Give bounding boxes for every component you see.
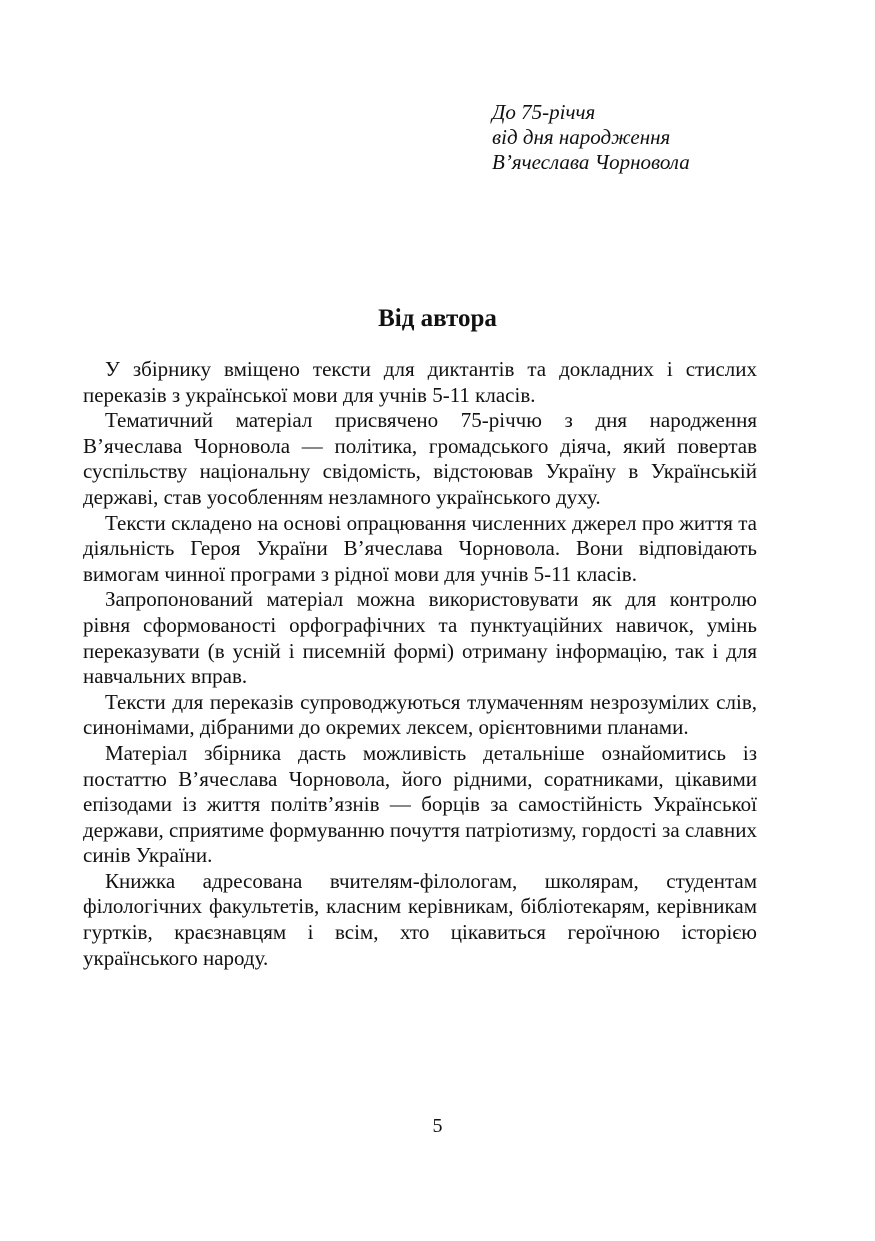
paragraph-7: Книжка адресована вчителям-філологам, школярам, студентам філологічних факультетів, класним керівникам, бібліотекарям, керівникам гуртків, краєзнавцям і всім, хто цікавиться героїчною історією українського народу.	[83, 868, 757, 970]
paragraph-3: Тексти складено на основі опрацювання численних джерел про життя та діяльність Героя України В’ячеслава Чорновола. Вони відповідають вимогам чинної програми з рідної мови для учнів 5-11 класів.	[83, 510, 757, 586]
page-number: 5	[432, 1115, 443, 1137]
paragraph-6: Матеріал збірника дасть можливість детальніше ознайомитись із постаттю В’ячеслава Чорновола, його рідними, соратниками, цікавими епізодами із життя політв’язнів — борців за самостійність Української держави, сприятиме формуванню почуття патріотизму, гордості за славних синів України.	[83, 740, 757, 868]
paragraph-5: Тексти для переказів супроводжуються тлумаченням незрозумілих слів, синонімами, дібраними до окремих лексем, орієнтовними планами.	[83, 689, 757, 740]
paragraph-4: Запропонований матеріал можна використовувати як для контролю рівня сформованості орфографічних та пунктуаційних навичок, умінь переказувати (в усній і писемній формі) отриману інформацію, так і для навчальних вправ.	[83, 587, 757, 689]
paragraph-1: У збірнику вміщено тексти для диктантів та докладних і стислих переказів з української мови для учнів 5-11 класів.	[83, 357, 757, 407]
body-text	[83, 357, 757, 971]
epigraph-line-2: від дня народження	[492, 125, 671, 149]
paragraph-2: Тематичний матеріал присвячено 75-річчю з дня народження В’ячеслава Чорновола — політика, громадського діяча, який повертав суспільству національну свідомість, відстоював Україну в Українській державі, став уособленням незламного українського духу.	[83, 408, 757, 509]
epigraph	[492, 100, 690, 175]
section-title: Від автора	[378, 305, 497, 332]
epigraph-line-1: До 75-річчя	[492, 100, 596, 124]
epigraph-line-3: В’ячеслава Чорновола	[492, 150, 690, 174]
